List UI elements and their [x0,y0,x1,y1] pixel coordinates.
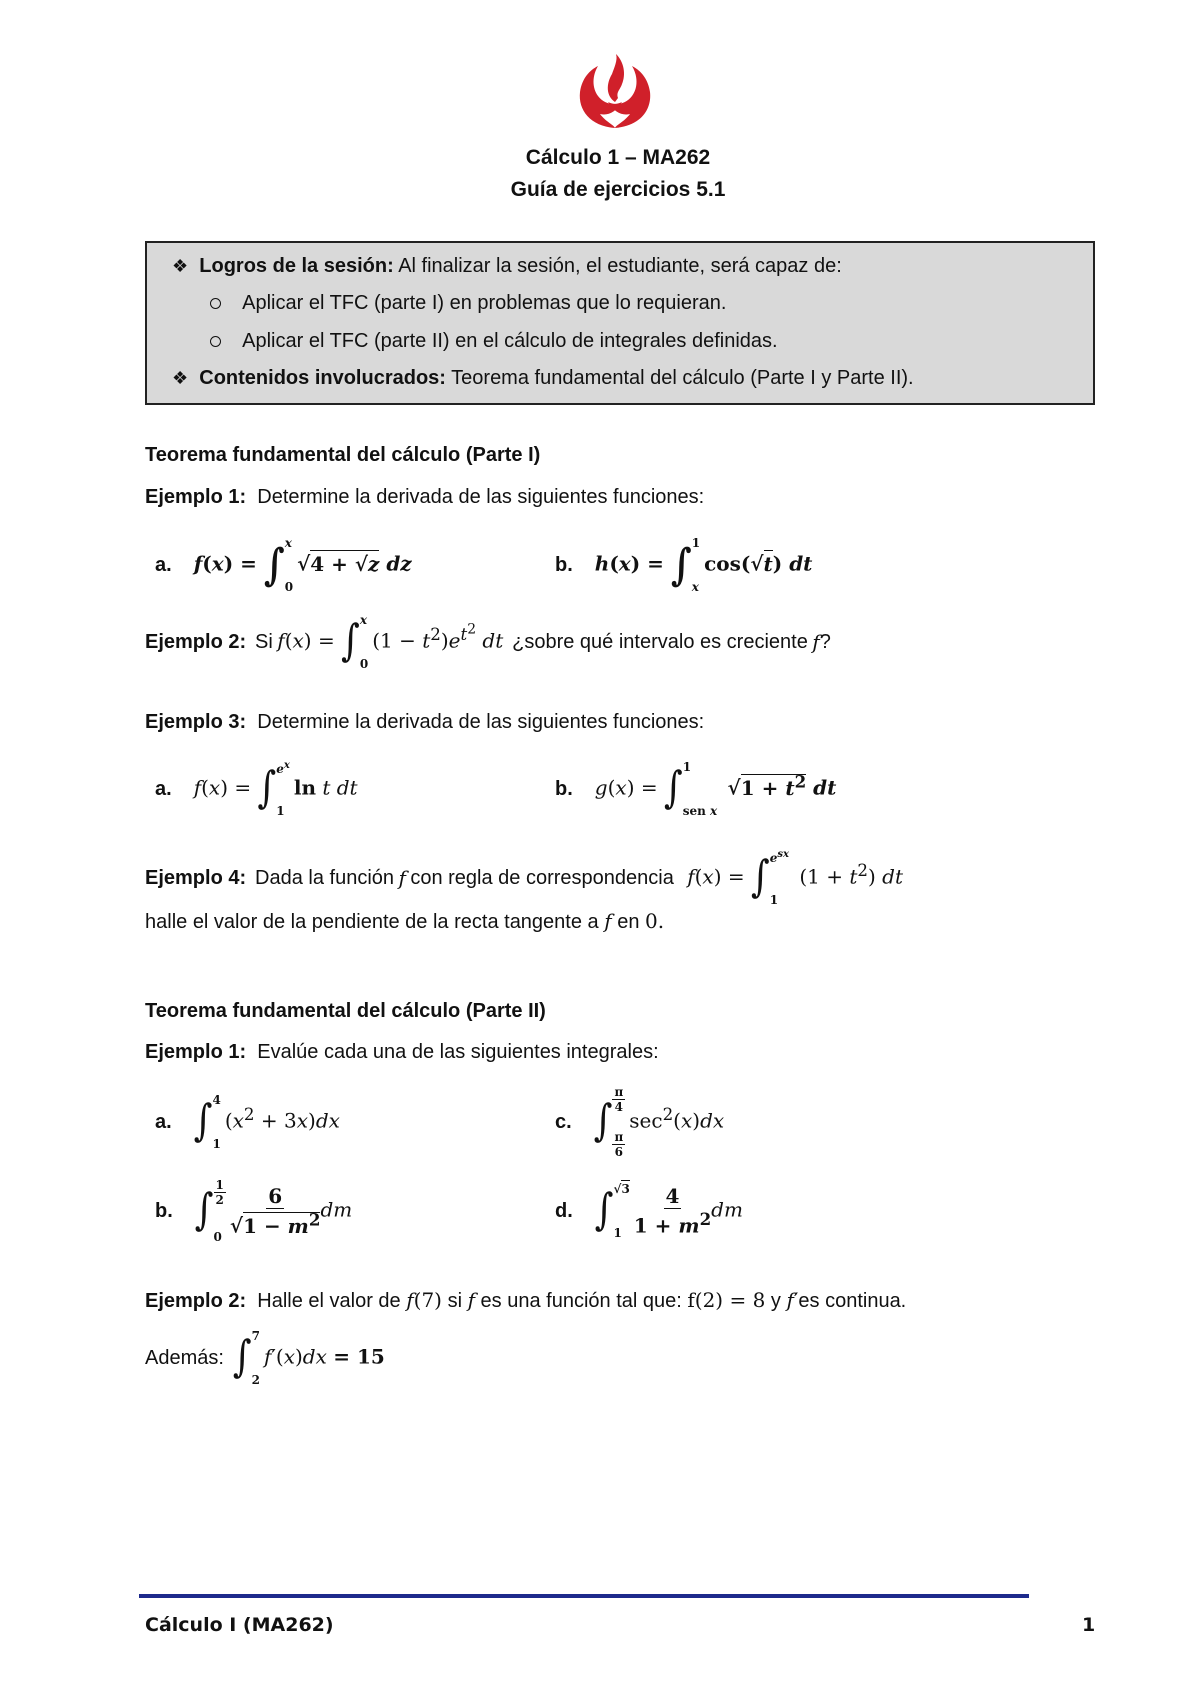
math-condition: f(2) = 8 [687,1288,766,1312]
example-label: Ejemplo 2: [145,630,247,653]
example-text: si [447,1290,463,1312]
part2-ej1 [145,1041,659,1064]
circle-bullet-icon [210,336,221,347]
example-text: en [617,911,640,933]
example-label: Ejemplo 2: [145,1290,247,1312]
example-text: Evalúe cada una de las siguientes integrales: [257,1041,659,1063]
math-f: f [467,1288,475,1312]
math-f7: f(7) [406,1288,442,1312]
example-text: y [770,1290,781,1312]
item-label: a. [155,777,172,800]
logros-text: Al finalizar la sesión, el estudiante, será capaz de: [398,255,842,277]
item-label: b. [155,1199,173,1222]
example-text: ¿sobre qué intervalo es creciente [512,630,808,653]
part1-ej3 [145,711,704,734]
example-label: Ejemplo 4: [145,866,247,889]
math-result: = 15 [333,1344,385,1369]
part2-heading: Teorema fundamental del cálculo (Parte II) [145,1000,546,1022]
math-expression: ∫ 4 1 $(x^2 + 3x)dx$ [193,1093,340,1151]
part1-ej1-a [155,535,412,595]
part2-ej1-b [155,1176,352,1246]
question-mark: ? [819,630,831,653]
item-label: a. [155,553,172,576]
part2-ej1-c [555,1082,724,1162]
item-label: b. [555,553,573,576]
part1-ej4-line1 [145,846,903,910]
example-text: halle el valor de la pendiente de la recta tangente a [145,911,599,933]
math-expression: h(x) = ∫ 1 x cos(√t) dt [594,536,813,594]
math-expression: f(x) = ∫ x 0 $(1 - t^2)e^{t^2}$ dt [277,613,504,671]
page-number: 1 [1082,1614,1096,1636]
math-expression: ∫ $\frac{\pi}{4}$ $\frac{\pi}{6}$ $\sec^2(x)dx$ [593,1085,725,1159]
part1-ej1-b [555,535,812,595]
math-expression: ∫ $\frac{1}{2}$ 0 $\frac{6}{√1 - m^2}$ dm [194,1178,353,1244]
course-title: Cálculo 1 – MA262 [525,146,711,169]
example-label: Ejemplo 3: [145,711,247,733]
example-label: Ejemplo 1: [145,486,247,508]
math-expression: ∫ 7 2 f′(x)dx = 15 [232,1329,385,1387]
example-text: Halle el valor de [257,1290,401,1312]
part1-ej4-line2 [145,909,664,934]
contenidos-label: Contenidos involucrados: [199,367,446,389]
part1-ej3-b [555,757,836,821]
part1-ej1 [145,486,704,509]
example-text: Dada la función [255,866,395,889]
math-f: f [398,866,406,890]
contenidos-text: Teorema fundamental del cálculo (Parte I y Parte II). [451,367,914,389]
math-point: 0. [645,909,665,933]
objective-item-2 [210,330,778,353]
part2-ej1-d [555,1176,743,1246]
math-expression: f(x) = ∫ $e^x$ 1 ln t dt [193,760,358,818]
item-label: c. [555,1110,572,1133]
math-f: f [604,909,612,933]
part2-ej1-a [155,1090,340,1154]
objectives-logros [172,255,842,278]
logros-label: Logros de la sesión: [199,255,394,277]
guide-title: Guía de ejercicios 5.1 [510,178,726,201]
part2-ej2-line1 [145,1288,906,1313]
math-expression: f(x) = ∫ x 0 √4 + √z dz [193,536,412,594]
example-label: Ejemplo 1: [145,1041,247,1063]
university-logo [576,52,654,130]
item-label: d. [555,1199,573,1222]
footer-rule [139,1594,1029,1598]
example-text: Determine la derivada de las siguientes funciones: [257,486,705,508]
part2-ej2-line2 [145,1326,385,1390]
math-expression: g(x) = ∫ 1 sen x $√1 + t^2$ dt [594,760,837,818]
footer-course: Cálculo I (MA262) [145,1614,334,1636]
example-text: es continua. [798,1290,907,1312]
objective-item-1 [210,292,726,315]
example-text: con regla de correspondencia [410,866,674,889]
math-expression: f(x) = ∫ $e^{sx}$ 1 $(1 + t^2)$ dt [687,849,903,907]
part1-ej2 [145,612,831,672]
math-f: f [812,630,820,654]
math-expression: ∫ √3 1 $\frac{4}{1 + m^2}$ dm [594,1182,743,1240]
example-text: Además: [145,1346,224,1369]
item-label: a. [155,1110,172,1133]
part1-ej3-a [155,757,358,821]
objective-item-text: Aplicar el TFC (parte I) en problemas que lo requieran. [242,292,727,314]
objective-item-text: Aplicar el TFC (parte II) en el cálculo de integrales definidas. [242,330,778,352]
math-fprime: f′ [786,1288,799,1312]
diamond-bullet-icon: ❖ [172,256,189,276]
item-label: b. [555,777,573,800]
example-text: Si [255,630,273,653]
objectives-contenidos [172,367,914,390]
circle-bullet-icon [210,298,221,309]
diamond-bullet-icon: ❖ [172,368,189,388]
example-text: Determine la derivada de las siguientes funciones: [257,711,705,733]
part1-heading: Teorema fundamental del cálculo (Parte I) [145,444,541,466]
example-text: es una función tal que: [480,1290,682,1312]
